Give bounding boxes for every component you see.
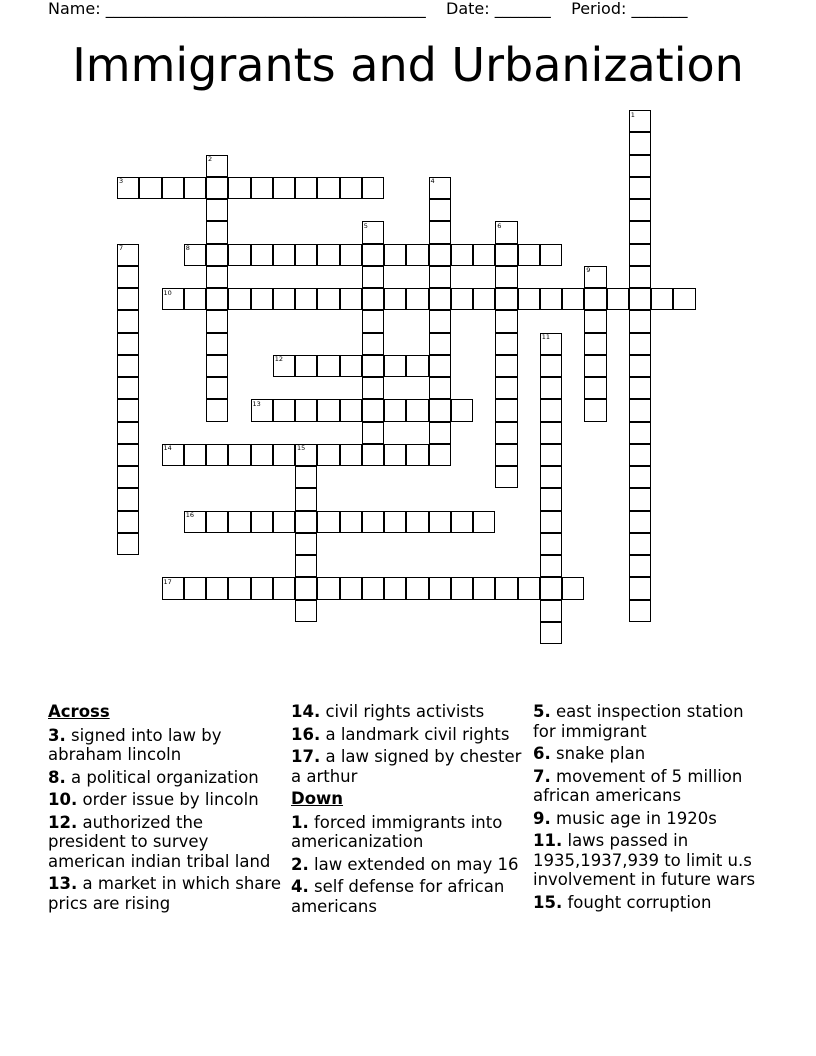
down-clue-list bbox=[291, 813, 527, 917]
crossword-cell[interactable] bbox=[117, 511, 139, 533]
clue-start-number: 14 bbox=[163, 444, 172, 453]
clue-item bbox=[48, 874, 284, 913]
clue-start-number: 1 bbox=[630, 110, 635, 119]
crossword-cell[interactable] bbox=[206, 511, 228, 533]
crossword-cell[interactable] bbox=[117, 444, 139, 466]
crossword-cell[interactable] bbox=[584, 355, 606, 377]
crossword-cell[interactable] bbox=[562, 288, 584, 310]
crossword-cell[interactable] bbox=[495, 399, 517, 421]
clue-start-number: 5 bbox=[363, 221, 368, 230]
crossword-cell[interactable] bbox=[629, 533, 651, 555]
crossword-cell[interactable] bbox=[429, 399, 451, 421]
crossword-cell[interactable] bbox=[362, 355, 384, 377]
clue-number: 13. bbox=[48, 874, 78, 893]
crossword-cell[interactable] bbox=[540, 600, 562, 622]
clue-start-number: 7 bbox=[119, 244, 124, 252]
crossword-cell[interactable] bbox=[228, 288, 250, 310]
crossword-cell[interactable] bbox=[473, 577, 495, 599]
crossword-cell[interactable] bbox=[429, 577, 451, 599]
crossword-cell[interactable] bbox=[317, 177, 339, 199]
crossword-cell[interactable] bbox=[317, 288, 339, 310]
crossword-cell[interactable] bbox=[540, 288, 562, 310]
crossword-cell[interactable] bbox=[340, 399, 362, 421]
crossword-cell[interactable] bbox=[295, 577, 317, 599]
clue-item bbox=[48, 768, 284, 788]
crossword-cell[interactable] bbox=[206, 177, 228, 199]
crossword-cell[interactable] bbox=[362, 422, 384, 444]
clue-start-number: 17 bbox=[163, 577, 172, 586]
clue-number: 5. bbox=[533, 702, 551, 721]
crossword-cell[interactable] bbox=[495, 444, 517, 466]
crossword-cell[interactable] bbox=[562, 577, 584, 599]
down-clue-list-continued bbox=[533, 702, 769, 912]
crossword-cell[interactable] bbox=[451, 244, 473, 266]
clue-text: a political organization bbox=[71, 767, 259, 787]
crossword-cell[interactable] bbox=[473, 288, 495, 310]
crossword-cell[interactable] bbox=[384, 511, 406, 533]
crossword-cell[interactable] bbox=[451, 399, 473, 421]
crossword-cell[interactable] bbox=[362, 399, 384, 421]
crossword-cell[interactable] bbox=[673, 288, 695, 310]
crossword-cell[interactable] bbox=[362, 310, 384, 332]
crossword-cell[interactable] bbox=[629, 444, 651, 466]
crossword-cell[interactable] bbox=[184, 177, 206, 199]
clue-number: 1. bbox=[291, 812, 309, 832]
crossword-cell[interactable] bbox=[495, 288, 517, 310]
crossword-cell[interactable] bbox=[362, 177, 384, 199]
crossword-cell[interactable] bbox=[629, 555, 651, 577]
clue-text: laws passed in 1935,1937,939 to limit u.s involvement in future wars bbox=[533, 831, 756, 889]
crossword-cell[interactable] bbox=[495, 333, 517, 355]
clue-text: authorized the president to survey american indian tribal land bbox=[48, 812, 271, 871]
crossword-cell[interactable] bbox=[251, 511, 273, 533]
clue-number: 4. bbox=[291, 877, 309, 896]
across-heading: Across bbox=[48, 702, 110, 721]
clue-item bbox=[533, 702, 769, 741]
crossword-cell[interactable] bbox=[206, 310, 228, 332]
crossword-cell[interactable] bbox=[495, 377, 517, 399]
crossword-cell[interactable] bbox=[340, 177, 362, 199]
crossword-cell[interactable] bbox=[117, 399, 139, 421]
crossword-cell[interactable] bbox=[117, 310, 139, 332]
period-field[interactable]: _______ bbox=[631, 0, 688, 18]
crossword-cell[interactable] bbox=[340, 355, 362, 377]
crossword-cell[interactable] bbox=[584, 310, 606, 332]
crossword-cell[interactable] bbox=[629, 466, 651, 488]
clue-item bbox=[533, 893, 769, 913]
clue-number: 15. bbox=[533, 892, 563, 912]
crossword-cell[interactable] bbox=[184, 444, 206, 466]
crossword-cell[interactable] bbox=[340, 288, 362, 310]
clue-start-number: 4 bbox=[430, 177, 435, 186]
crossword-cell[interactable] bbox=[139, 177, 161, 199]
crossword-cell[interactable] bbox=[629, 177, 651, 199]
crossword-cell[interactable] bbox=[273, 444, 295, 466]
clue-item bbox=[533, 809, 769, 829]
clue-item bbox=[533, 767, 769, 806]
crossword-cell[interactable] bbox=[629, 355, 651, 377]
crossword-cell[interactable] bbox=[473, 244, 495, 266]
clue-start-number: 16 bbox=[185, 511, 195, 519]
crossword-cell[interactable] bbox=[429, 221, 451, 243]
crossword-cell[interactable] bbox=[340, 244, 362, 266]
clue-text: a market in which share prics are rising bbox=[48, 874, 281, 913]
crossword-cell[interactable] bbox=[251, 444, 273, 466]
crossword-cell[interactable] bbox=[451, 577, 473, 599]
crossword-cell[interactable] bbox=[295, 355, 317, 377]
crossword-cell[interactable] bbox=[629, 488, 651, 510]
crossword-cell[interactable] bbox=[228, 577, 250, 599]
crossword-cell[interactable] bbox=[340, 511, 362, 533]
clue-item bbox=[48, 813, 284, 872]
crossword-cell[interactable] bbox=[317, 399, 339, 421]
crossword-cell[interactable] bbox=[495, 577, 517, 599]
crossword-cell[interactable] bbox=[518, 244, 540, 266]
page-title: Immigrants and Urbanization bbox=[72, 38, 744, 92]
crossword-cell[interactable] bbox=[362, 511, 384, 533]
crossword-cell[interactable] bbox=[629, 422, 651, 444]
clues-column-2 bbox=[291, 702, 527, 919]
clue-number: 3. bbox=[48, 725, 66, 745]
crossword-cell[interactable] bbox=[184, 577, 206, 599]
crossword-cell[interactable] bbox=[251, 288, 273, 310]
across-clue-list bbox=[48, 726, 284, 914]
crossword-cell[interactable] bbox=[206, 221, 228, 243]
crossword-cell[interactable] bbox=[273, 244, 295, 266]
crossword-cell[interactable] bbox=[473, 511, 495, 533]
clue-start-number: 9 bbox=[586, 266, 591, 275]
clue-item bbox=[291, 877, 527, 916]
crossword-cell[interactable] bbox=[540, 533, 562, 555]
crossword-cell[interactable] bbox=[406, 244, 428, 266]
crossword-cell[interactable] bbox=[629, 399, 651, 421]
crossword-cell[interactable] bbox=[117, 266, 139, 288]
clue-text: east inspection station for immigrant bbox=[533, 702, 744, 741]
crossword-cell[interactable] bbox=[629, 288, 651, 310]
clue-text: law extended on may 16 bbox=[314, 854, 519, 874]
crossword-cell[interactable] bbox=[273, 511, 295, 533]
clue-text: a law signed by chester a arthur bbox=[291, 747, 522, 786]
crossword-cell[interactable] bbox=[162, 177, 184, 199]
crossword-cell[interactable] bbox=[629, 333, 651, 355]
crossword-cell[interactable] bbox=[629, 244, 651, 266]
crossword-cell[interactable] bbox=[117, 377, 139, 399]
clue-start-number: 2 bbox=[208, 155, 213, 163]
crossword-cell[interactable] bbox=[629, 221, 651, 243]
crossword-cell[interactable] bbox=[629, 511, 651, 533]
clue-number: 16. bbox=[291, 724, 321, 744]
clue-text: forced immigrants into americanization bbox=[291, 812, 503, 851]
clue-number: 9. bbox=[533, 808, 551, 828]
clue-item bbox=[291, 702, 527, 722]
crossword-cell[interactable] bbox=[384, 288, 406, 310]
crossword-cell[interactable] bbox=[429, 511, 451, 533]
crossword-cell[interactable] bbox=[629, 600, 651, 622]
crossword-cell[interactable] bbox=[251, 244, 273, 266]
crossword-cell[interactable] bbox=[540, 399, 562, 421]
crossword-cell[interactable] bbox=[495, 266, 517, 288]
clue-item bbox=[291, 725, 527, 745]
clue-start-number: 3 bbox=[119, 177, 124, 186]
crossword-cell[interactable] bbox=[495, 466, 517, 488]
date-label: Date: bbox=[446, 0, 490, 18]
crossword-cell[interactable] bbox=[117, 355, 139, 377]
crossword-cell[interactable] bbox=[540, 622, 562, 644]
crossword-cell[interactable] bbox=[406, 288, 428, 310]
down-heading: Down bbox=[291, 789, 344, 808]
crossword-cell[interactable] bbox=[317, 577, 339, 599]
crossword-cell[interactable] bbox=[429, 422, 451, 444]
crossword-cell[interactable] bbox=[228, 444, 250, 466]
crossword-cell[interactable] bbox=[340, 444, 362, 466]
crossword-cell[interactable] bbox=[406, 399, 428, 421]
crossword-cell[interactable] bbox=[362, 266, 384, 288]
crossword-cell[interactable] bbox=[584, 399, 606, 421]
crossword-cell[interactable] bbox=[540, 488, 562, 510]
crossword-cell[interactable] bbox=[629, 577, 651, 599]
crossword-cell[interactable] bbox=[406, 444, 428, 466]
clue-number: 10. bbox=[48, 790, 78, 809]
crossword-cell[interactable] bbox=[295, 600, 317, 622]
crossword-cell[interactable] bbox=[651, 288, 673, 310]
crossword-cell[interactable] bbox=[206, 244, 228, 266]
clue-item bbox=[48, 790, 284, 810]
clue-number: 2. bbox=[291, 854, 309, 874]
clue-text: music age in 1920s bbox=[556, 808, 717, 828]
crossword-cell[interactable] bbox=[362, 244, 384, 266]
clue-item bbox=[291, 747, 527, 786]
crossword-cell[interactable] bbox=[384, 444, 406, 466]
crossword-cell[interactable] bbox=[518, 288, 540, 310]
crossword-cell[interactable] bbox=[429, 244, 451, 266]
clue-text: a landmark civil rights bbox=[325, 724, 510, 744]
crossword-cell[interactable] bbox=[295, 511, 317, 533]
crossword-cell[interactable] bbox=[206, 444, 228, 466]
crossword-cell[interactable] bbox=[362, 288, 384, 310]
crossword-cell[interactable] bbox=[206, 288, 228, 310]
date-field[interactable]: _______ bbox=[494, 0, 551, 18]
crossword-cell[interactable] bbox=[362, 577, 384, 599]
clue-start-number: 13 bbox=[252, 399, 261, 408]
crossword-cell[interactable] bbox=[495, 310, 517, 332]
crossword-cell[interactable] bbox=[117, 333, 139, 355]
crossword-cell[interactable] bbox=[495, 355, 517, 377]
crossword-cell[interactable] bbox=[518, 577, 540, 599]
crossword-cell[interactable] bbox=[495, 422, 517, 444]
crossword-cell[interactable] bbox=[629, 155, 651, 177]
crossword-cell[interactable] bbox=[317, 355, 339, 377]
crossword-cell[interactable] bbox=[629, 132, 651, 154]
crossword-cell[interactable] bbox=[540, 422, 562, 444]
clue-start-number: 8 bbox=[185, 244, 190, 252]
crossword-cell[interactable] bbox=[362, 377, 384, 399]
crossword-cell[interactable] bbox=[251, 577, 273, 599]
crossword-cell[interactable] bbox=[362, 444, 384, 466]
crossword-cell[interactable] bbox=[451, 511, 473, 533]
across-clue-list-continued bbox=[291, 702, 527, 786]
crossword-cell[interactable] bbox=[362, 333, 384, 355]
crossword-cell[interactable] bbox=[206, 577, 228, 599]
crossword-cell[interactable] bbox=[273, 177, 295, 199]
crossword-cell[interactable] bbox=[540, 444, 562, 466]
clue-text: order issue by lincoln bbox=[82, 790, 259, 809]
crossword-cell[interactable] bbox=[295, 288, 317, 310]
crossword-cell[interactable] bbox=[273, 399, 295, 421]
period-label: Period: bbox=[571, 0, 627, 18]
crossword-cell[interactable] bbox=[295, 533, 317, 555]
crossword-cell[interactable] bbox=[540, 466, 562, 488]
clue-text: signed into law by abraham lincoln bbox=[48, 725, 222, 764]
crossword-cell[interactable] bbox=[206, 377, 228, 399]
clue-text: self defense for african americans bbox=[291, 877, 505, 916]
crossword-cell[interactable] bbox=[540, 355, 562, 377]
crossword-cell[interactable] bbox=[406, 355, 428, 377]
crossword-cell[interactable] bbox=[340, 577, 362, 599]
clue-item bbox=[291, 855, 527, 875]
crossword-cell[interactable] bbox=[607, 288, 629, 310]
crossword-cell[interactable] bbox=[540, 377, 562, 399]
clue-start-number: 15 bbox=[297, 444, 306, 453]
clue-text: movement of 5 million african americans bbox=[533, 766, 743, 805]
clue-item bbox=[48, 726, 284, 765]
crossword-cell[interactable] bbox=[406, 511, 428, 533]
crossword-cell[interactable] bbox=[295, 244, 317, 266]
name-label: Name: bbox=[48, 0, 101, 18]
crossword-cell[interactable] bbox=[429, 377, 451, 399]
crossword-cell[interactable] bbox=[295, 177, 317, 199]
crossword-cell[interactable] bbox=[273, 288, 295, 310]
clue-number: 12. bbox=[48, 812, 78, 832]
crossword-cell[interactable] bbox=[228, 511, 250, 533]
crossword-cell[interactable] bbox=[429, 444, 451, 466]
clue-item bbox=[533, 831, 769, 890]
clue-text: civil rights activists bbox=[325, 702, 485, 721]
crossword-cell[interactable] bbox=[295, 555, 317, 577]
crossword-cell[interactable] bbox=[429, 333, 451, 355]
crossword-cell[interactable] bbox=[384, 399, 406, 421]
crossword-cell[interactable] bbox=[429, 288, 451, 310]
crossword-cell[interactable] bbox=[629, 199, 651, 221]
crossword-cell[interactable] bbox=[384, 577, 406, 599]
crossword-cell[interactable] bbox=[429, 310, 451, 332]
crossword-cell[interactable] bbox=[584, 333, 606, 355]
crossword-cell[interactable] bbox=[184, 288, 206, 310]
crossword-cell[interactable] bbox=[273, 577, 295, 599]
crossword-cell[interactable] bbox=[540, 244, 562, 266]
crossword-cell[interactable] bbox=[429, 355, 451, 377]
clue-start-number: 12 bbox=[274, 355, 284, 364]
clue-start-number: 6 bbox=[497, 221, 502, 230]
clues-column-1 bbox=[48, 702, 284, 916]
crossword-cell[interactable] bbox=[429, 199, 451, 221]
crossword-cell[interactable] bbox=[206, 266, 228, 288]
clue-text: fought corruption bbox=[567, 892, 712, 912]
name-field[interactable]: ________________________________________ bbox=[105, 0, 426, 18]
crossword-cell[interactable] bbox=[384, 244, 406, 266]
crossword-cell[interactable] bbox=[117, 533, 139, 555]
clue-text: snake plan bbox=[556, 744, 646, 763]
crossword-cell[interactable] bbox=[317, 511, 339, 533]
clue-number: 11. bbox=[533, 831, 563, 850]
crossword-cell[interactable] bbox=[629, 310, 651, 332]
crossword-cell[interactable] bbox=[540, 555, 562, 577]
crossword-cell[interactable] bbox=[406, 577, 428, 599]
clue-start-number: 11 bbox=[541, 333, 551, 341]
crossword-cell[interactable] bbox=[451, 288, 473, 310]
crossword-cell[interactable] bbox=[429, 266, 451, 288]
crossword-cell[interactable] bbox=[629, 377, 651, 399]
crossword-cell[interactable] bbox=[117, 422, 139, 444]
crossword-cell[interactable] bbox=[295, 399, 317, 421]
crossword-cell[interactable] bbox=[251, 177, 273, 199]
clue-item bbox=[533, 744, 769, 764]
crossword-cell[interactable] bbox=[117, 466, 139, 488]
clue-number: 6. bbox=[533, 744, 551, 763]
clues-column-3 bbox=[533, 702, 769, 915]
clue-number: 7. bbox=[533, 766, 551, 786]
clue-number: 17. bbox=[291, 747, 321, 766]
crossword-cell[interactable] bbox=[540, 511, 562, 533]
crossword-cell[interactable] bbox=[228, 244, 250, 266]
crossword-cell[interactable] bbox=[295, 488, 317, 510]
crossword-cell[interactable] bbox=[295, 466, 317, 488]
crossword-cell[interactable] bbox=[584, 377, 606, 399]
crossword-cell[interactable] bbox=[206, 399, 228, 421]
clue-start-number: 10 bbox=[163, 288, 172, 297]
crossword-cell[interactable] bbox=[206, 355, 228, 377]
clue-item bbox=[291, 813, 527, 852]
crossword-cell[interactable] bbox=[317, 244, 339, 266]
crossword-cell[interactable] bbox=[228, 177, 250, 199]
crossword-cell[interactable] bbox=[206, 199, 228, 221]
clue-number: 8. bbox=[48, 767, 66, 787]
crossword-cell[interactable] bbox=[384, 355, 406, 377]
crossword-cell[interactable] bbox=[117, 288, 139, 310]
crossword-cell[interactable] bbox=[584, 288, 606, 310]
crossword-cell[interactable] bbox=[117, 488, 139, 510]
crossword-cell[interactable] bbox=[206, 333, 228, 355]
clue-number: 14. bbox=[291, 702, 321, 721]
crossword-cell[interactable] bbox=[540, 577, 562, 599]
crossword-cell[interactable] bbox=[629, 266, 651, 288]
crossword-cell[interactable] bbox=[317, 444, 339, 466]
crossword-cell[interactable] bbox=[495, 244, 517, 266]
